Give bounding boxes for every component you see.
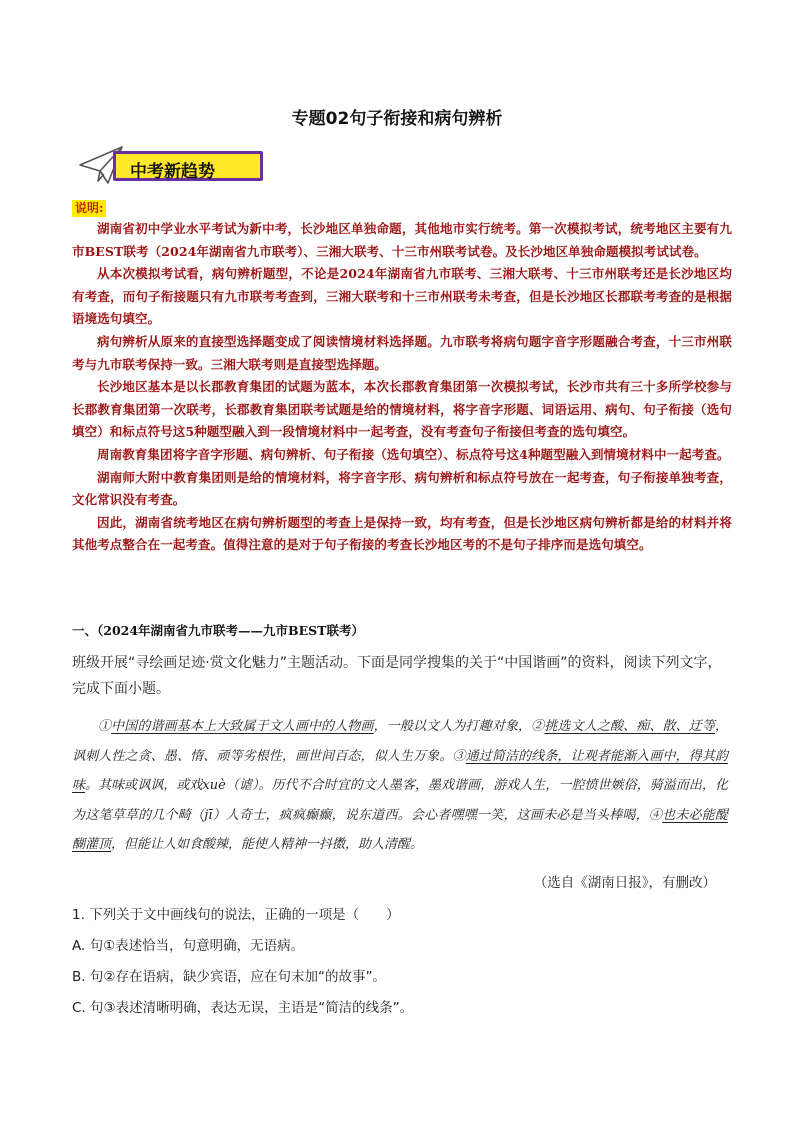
passage-text: ，一般以文人为打趣对象， (373, 719, 532, 734)
note-paragraph: 湖南省初中学业水平考试为新中考，长沙地区单独命题，其他地市实行统考。第一次模拟考试，统考地区主要有九市BEST联考（2024年湖南省九市联考）、三湘大联考、十三市州联考试卷。及长沙地区单独命题模拟考试试卷。 (72, 221, 732, 259)
note-paragraph: 周南教育集团将字音字形题、病句辨析、句子衔接（选句填空）、标点符号这4种题型融入到情境材料中一起考查。 (97, 446, 730, 462)
fill-blank-1: 谑 (238, 778, 252, 793)
sentence-mark: ① (98, 719, 112, 734)
section-banner (78, 143, 268, 191)
banner-tag (113, 151, 263, 181)
underlined-sentence-3: 通过简洁的线条，让观者能渐入画中，得其韵味 (72, 748, 728, 793)
option-a[interactable]: A. 句①表述恰当，句意明确，无语病。 (72, 938, 305, 954)
intro-paragraph: 班级开展“寻绘画足迹·赏文化魅力”主题活动。下面是同学搜集的关于“中国谐画”的资料，阅读下列文字，完成下面小题。 (72, 655, 722, 697)
note-label: 说明: (72, 200, 106, 217)
passage-text: ，但能让人如食酸辣，能使人精神一抖擞，助人清醒。 (111, 837, 424, 852)
intro-text (72, 650, 728, 702)
sentence-mark: ② (531, 719, 545, 734)
note-paragraph: 长沙地区基本是以长郡教育集团的试题为蓝本，本次长郡教育集团第一次模拟考试，长沙市共有三十多所学校参与长郡教育集团第一次联考，长郡教育集团联考试题是给的情境材料，将字音字形题、词语运用、病句、句子衔接（选句填空）和标点符号这5种题型融入到一段情境材料中一起考查，没有考查句子衔接但考查的选句填空。 (72, 379, 732, 440)
note-paragraph: 从本次模拟考试看，病句辨析题型，不论是2024年湖南省九市联考、三湘大联考、十三市州联考还是长沙地区均有考查，而句子衔接题只有九市联考考查到，三湘大联考和十三市州联考未考查，但是长沙地区长郡联考考查的是根据语境选句填空。 (72, 266, 732, 327)
underlined-sentence-4: 也未必能醍醐灌顶 (72, 807, 728, 852)
passage-source: （选自《湖南日报》，有删改） (533, 875, 716, 891)
passage-text: ）。历代不合时宜的文人墨客，墨戏谐画，游戏人生，一腔愤世嫉俗，骑溢而出，化为这笔草草的几个畸（ (72, 778, 728, 823)
section-heading: 一、（2024年湖南省九市联考——九市BEST联考） (72, 623, 364, 638)
note-paragraph: 湖南师大附中教育集团则是给的情境材料，将字音字形、病句辨析和标点符号放在一起考查，句子衔接单独考查，文化常识没有考查。 (72, 469, 732, 508)
underlined-sentence-2: 挑选文人之酸、痴、散、迂等 (544, 719, 715, 734)
page-title: 专题02句子衔接和病句辨析 (291, 109, 503, 129)
option-c[interactable]: C. 句③表述清晰明确，表达无误，主语是“简洁的线条”。 (72, 1000, 414, 1016)
banner-label: 中考新趋势 (130, 162, 215, 182)
sentence-mark: ③ (452, 748, 466, 764)
sentence-mark: ④ (648, 807, 663, 823)
option-b[interactable]: B. 句②存在语病，缺少宾语，应在句末加“的故事”。 (72, 969, 386, 985)
passage-text: 。其味或讽讽，或戏xuè（ (85, 778, 239, 793)
underlined-sentence-1: 中国的谐画基本上大致属于文人画中的人物画 (111, 719, 374, 734)
note-paragraph: 病句辨析从原来的直接型选择题变成了阅读情境材料选择题。九市联考将病句题字音字形题融合考查，十三市州联考与九市联考保持一致。三湘大联考则是直接型选择题。 (72, 333, 732, 372)
note-paragraph: 因此，湖南省统考地区在病句辨析题型的考查上是保持一致，均有考查，但是长沙地区病句辨析都是给的材料并将其他考点整合在一起考查。值得注意的是对于句子衔接的考查长沙地区考的不是句子排序而是选句填空。 (72, 514, 732, 553)
fill-blank-2: jī (204, 807, 213, 823)
passage-text: ）人奇士，疯疯癫癫，说东道西。会心者嘿嘿一笑，这画未必是当头棒喝， (212, 807, 649, 823)
passage-text: ，讽刺人性之贪、愚、惰、顽等劣根性，画世间百态，似人生万象。 (72, 719, 728, 764)
question-stem: 1. 下列关于文中画线句的说法，正确的一项是（ ） (72, 907, 400, 923)
reading-passage (72, 712, 728, 860)
explanation-block (72, 218, 732, 557)
